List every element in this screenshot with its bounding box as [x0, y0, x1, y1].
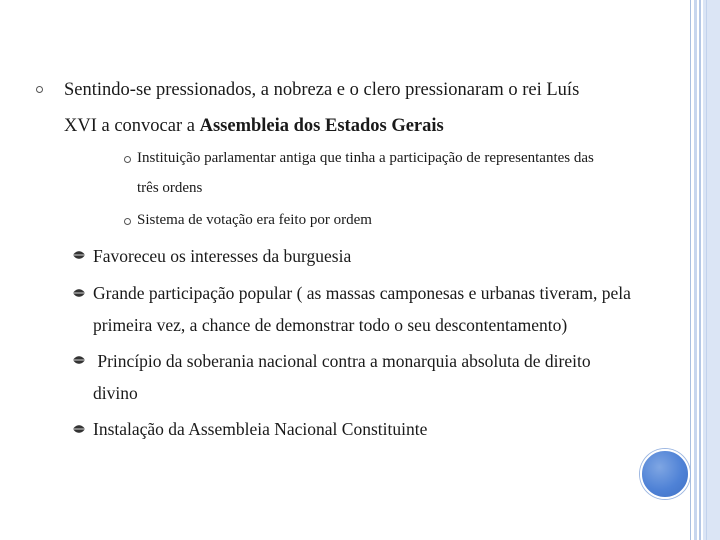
- assembleia-estados-gerais-text: Assembleia dos Estados Gerais: [199, 116, 444, 136]
- decorative-stripe: [699, 0, 701, 540]
- point-2-line2: primeira vez, a chance de demonstrar todo o seu descontentamento): [93, 315, 568, 335]
- sub-bullet-1-line2: três ordens: [137, 180, 203, 196]
- point-1-line1: Favoreceu os interesses da burguesia: [93, 246, 352, 266]
- hollow-circle-bullet-icon: [124, 156, 131, 163]
- point-3-line1: Princípio da soberania nacional contra a monarquia absoluta de direito: [93, 351, 591, 371]
- decorative-circle: [640, 449, 690, 499]
- decorative-stripe: [694, 0, 697, 540]
- hollow-circle-bullet-icon: [36, 86, 43, 93]
- sub-bullet-1-line1: Instituição parlamentar antiga que tinha a participação de representantes das: [137, 150, 594, 166]
- hollow-circle-bullet-icon: [124, 218, 131, 225]
- point-2-line1: Grande participação popular ( as massas camponesas e urbanas tiveram, pela: [93, 283, 631, 303]
- leaf-bullet-icon: [72, 424, 86, 434]
- sub-bullet-2-line1: Sistema de votação era feito por ordem: [137, 212, 372, 228]
- leaf-bullet-icon: [72, 288, 86, 298]
- decorative-stripe: [690, 0, 691, 540]
- main-bullet-line2: [64, 115, 444, 137]
- main-bullet-line1: Sentindo-se pressionados, a nobreza e o clero pressionaram o rei Luís: [64, 80, 580, 100]
- point-4-line1: Instalação da Assembleia Nacional Constituinte: [93, 419, 428, 439]
- leaf-bullet-icon: [72, 250, 86, 260]
- main-bullet-line2-text: XVI a convocar a: [64, 116, 200, 136]
- leaf-bullet-icon: [72, 355, 86, 365]
- decorative-stripe: [706, 0, 707, 540]
- point-3-line2: divino: [93, 383, 138, 403]
